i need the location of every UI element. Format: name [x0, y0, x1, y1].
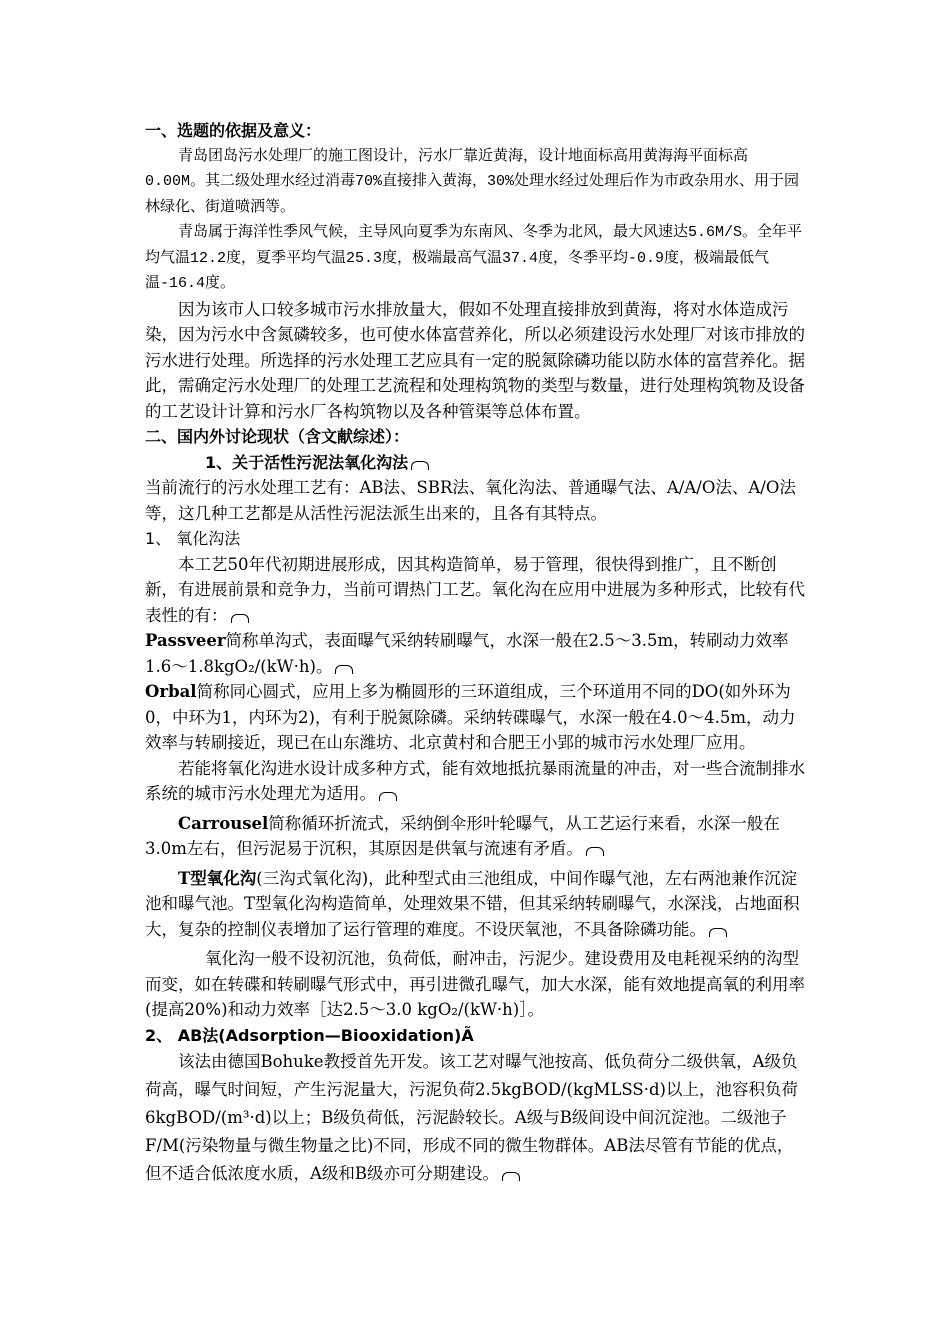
- section1-heading: 一、选题的依据及意义：: [145, 121, 322, 140]
- ab-process-text: 该法由德国Bohuke教授首先开发。该工艺对曝气池按高、低负荷分二级供氧，A级负荷高，曝气时间短，产生污泥量大，污泥负荷2.5kgBOD/(kgMLSS·d)以上，池容积负荷6kgBOD/(m³·d)以上；B级负荷低，污泥龄较长。A级与B级间设中间沉淀池。二级池子F/M(污染物量与微生物量之比)不同，形成不同的微生物群体。AB法尽管有节能的优点，但不适合低浓度水质，A级和B级亦可分期建设。: [145, 1052, 798, 1183]
- paragraph-mark-icon: [231, 614, 249, 623]
- paragraph-rainstorm: [145, 756, 807, 807]
- paragraph-site-design: 青岛团岛污水处理厂的施工图设计，污水厂靠近黄海，设计地面标高用黄海海平面标高0.00M。其二级处理水经过消毒70%直接排入黄海，30%处理水经过处理后作为市政杂用水、用于园林绿化、街道喷洒等。: [145, 147, 800, 216]
- orbal-term: Orbal: [145, 682, 197, 701]
- paragraph-passveer: [145, 628, 807, 679]
- paragraph-mark-icon: [586, 847, 604, 856]
- paragraph-mark-icon: [709, 928, 727, 937]
- carrousel-text: 简称循环折流式，采纳倒伞形叶轮曝气，从工艺运行来看，水深一般在3.0m左右，但污泥易于沉积，其原因是供氧与流速有矛盾。: [145, 813, 780, 858]
- t-type-term: T型氧化沟: [178, 868, 257, 888]
- document-page: [145, 118, 807, 1188]
- paragraph-carrousel: [145, 811, 807, 862]
- item-oxidation-ditch: 1、 氧化沟法: [145, 529, 241, 548]
- paragraph-ab-process: [145, 1048, 807, 1188]
- paragraph-mark-icon: [379, 792, 397, 801]
- development-text: 本工艺50年代初期进展形成，因其构造简单，易于管理，很快得到推广，且不断创新，有进展前景和竞争力，当前可谓热门工艺。氧化沟在应用中进展为多种形式，比较有代表性的有：: [145, 554, 805, 625]
- passveer-term: Passveer: [145, 631, 226, 650]
- t-type-text: (三沟式氧化沟)，此种型式由三池组成，中间作曝气池，左右两池兼作沉淀池和曝气池。T型氧化沟构造简单，处理效果不错，但其采纳转刷曝气，水深浅，占地面积大，复杂的控制仪表增加了运行管理的难度。不设厌氧池，不具备除磷功能。: [145, 868, 800, 939]
- paragraph-summary: 氧化沟一般不设初沉池，负荷低，耐冲击，污泥少。建设费用及电耗视采纳的沟型而变，如在转碟和转刷曝气形式中，再引进微孔曝气，加大水深，能有效地提高氧的利用率(提高20%)和动力效率［达2.5～3.0 kgO₂/(kW·h)］。: [145, 949, 805, 1019]
- paragraph-purpose: 因为该市人口较多城市污水排放量大，假如不处理直接排放到黄海，将对水体造成污染，因为污水中含氮磷较多，也可使水体富营养化，所以必须建设污水处理厂对该市排放的污水进行处理。所选择的污水处理工艺应具有一定的脱氮除磷功能以防水体的富营养化。据此，需确定污水处理厂的处理工艺流程和处理构筑物的类型与数量，进行处理构筑物及设备的工艺设计计算和污水厂各构筑物以及各种管渠等总体布置。: [145, 299, 805, 421]
- subsection-oxidation-ditch-heading: [145, 450, 807, 476]
- paragraph-mark-icon: [335, 665, 353, 674]
- paragraph-orbal: [145, 679, 807, 756]
- section2-heading: 二、国内外讨论现状（含文献综述）：: [145, 427, 410, 446]
- paragraph-development: [145, 552, 807, 629]
- carrousel-term: Carrousel: [178, 813, 269, 833]
- rainstorm-text: 若能将氧化沟进水设计成多种方式，能有效地抵抗暴雨流量的冲击，对一些合流制排水系统的城市污水处理尤为适用。: [145, 758, 805, 803]
- subsection-title: 1、关于活性污泥法氧化沟法: [205, 452, 409, 472]
- paragraph-mark-icon: [411, 461, 429, 470]
- passveer-text: 简称单沟式，表面曝气采纳转刷曝气，水深一般在2.5～3.5m，转刷动力效率1.6～1.8kgO₂/(kW·h)。: [145, 631, 789, 676]
- orbal-text: 简称同心圆式，应用上多为椭圆形的三环道组成，三个环道用不同的DO(如外环为0，中环为1，内环为2)，有利于脱氮除磷。采纳转碟曝气，水深一般在4.0～4.5m，动力效率与转刷接近，现已在山东潍坊、北京黄村和合肥王小郢的城市污水处理厂应用。: [145, 682, 796, 752]
- item-ab-process: 2、 AB法(Adsorption—Biooxidation)Ã: [145, 1025, 474, 1045]
- paragraph-process-intro: 当前流行的污水处理工艺有：AB法、SBR法、氧化沟法、普通曝气法、A/A/O法、A/O法等，这几种工艺都是从活性污泥法派生出来的，且各有其特点。: [145, 478, 796, 523]
- paragraph-climate: 青岛属于海洋性季风气候，主导风向夏季为东南风、冬季为北风，最大风速达5.6M/S。全年平均气温12.2度，夏季平均气温25.3度，极端最高气温37.4度，冬季平均-0.9度，极端最低气温-16.4度。: [145, 224, 803, 292]
- paragraph-mark-icon: [502, 1172, 520, 1181]
- paragraph-t-type: [145, 866, 807, 943]
